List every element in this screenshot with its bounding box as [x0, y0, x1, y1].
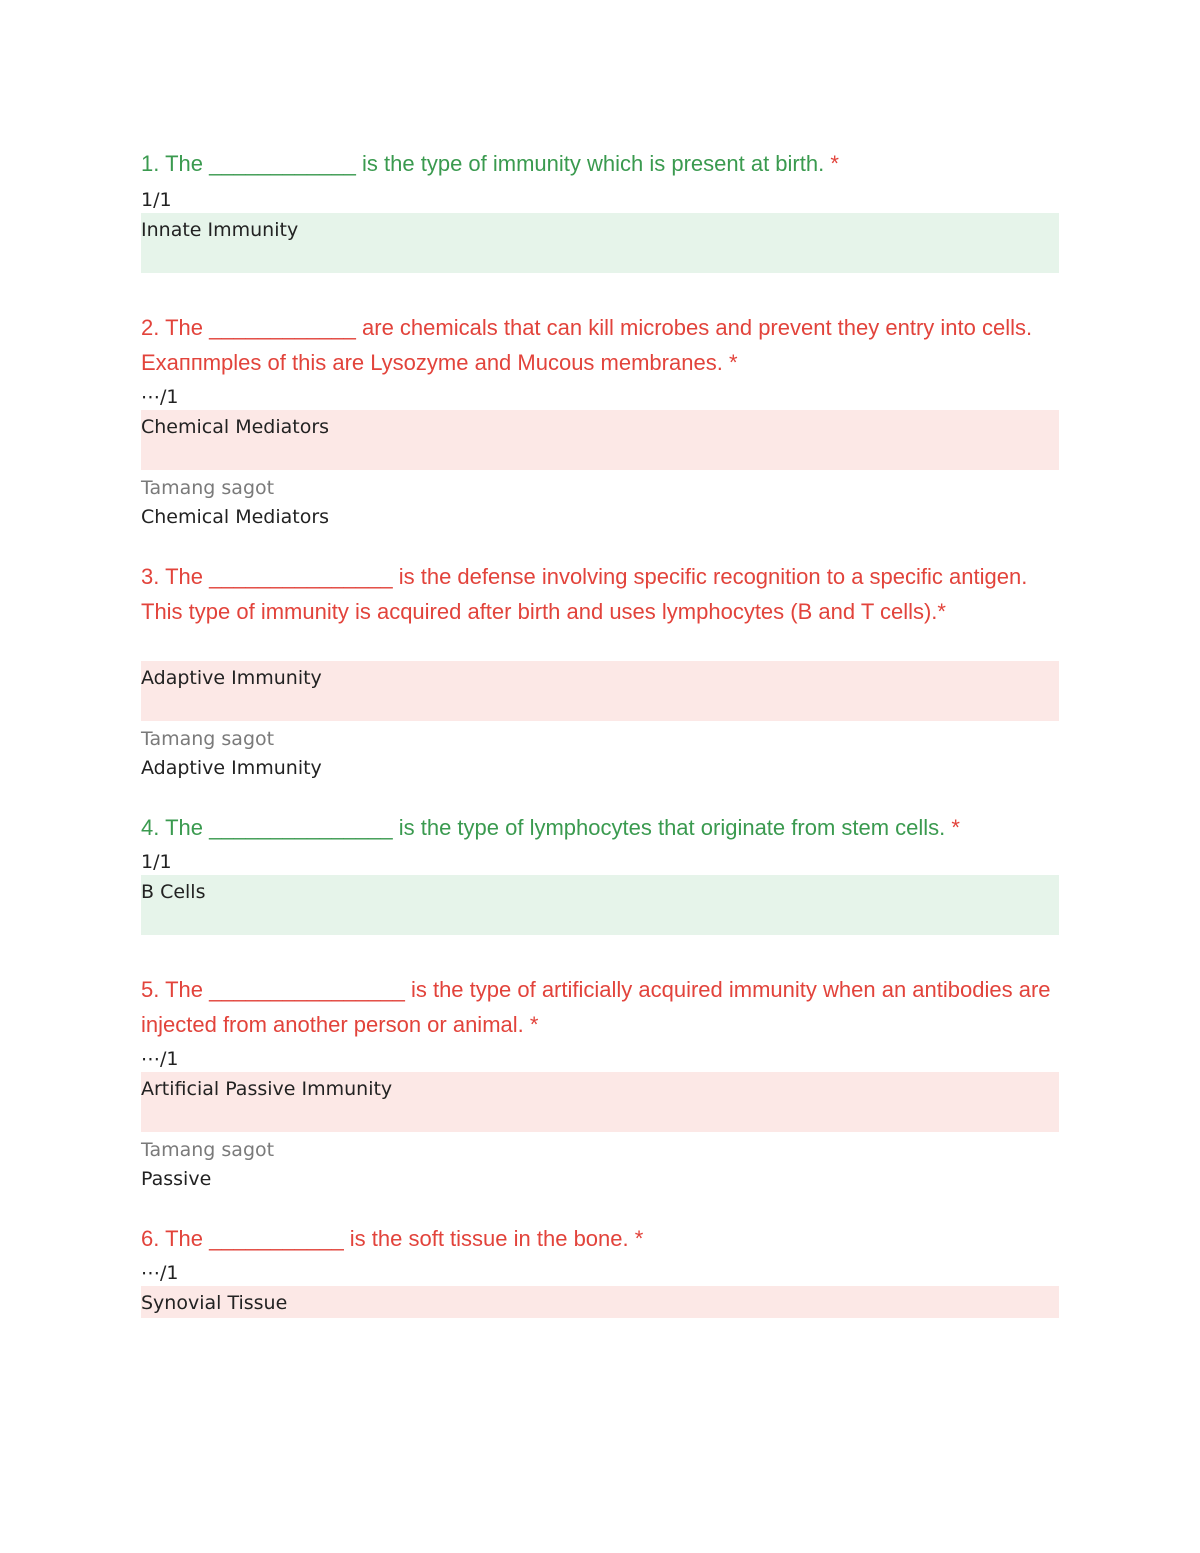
- correct-answer: Chemical Mediators: [141, 506, 330, 528]
- required-mark: *: [830, 151, 839, 176]
- correct-answer: Adaptive Immunity: [141, 757, 322, 779]
- question-block: [141, 146, 1059, 273]
- question-block: [141, 1221, 1059, 1318]
- required-mark: *: [529, 1012, 539, 1037]
- question-score: 1/1: [141, 851, 172, 873]
- required-mark: *: [951, 815, 960, 840]
- question-score: ⋯/1: [141, 386, 179, 408]
- required-mark: *: [634, 1226, 644, 1251]
- question-text: 6. The ___________ is the soft tissue in the bone. *: [141, 1226, 644, 1251]
- question-text: 5. The ________________ is the type of artificially acquired immunity when an antibodies are injected from another person or animal. *: [141, 977, 1051, 1037]
- answer-box: Synovial Tissue: [141, 1286, 1059, 1318]
- correct-answer-label: Tamang sagot: [141, 477, 275, 499]
- quiz-results: [141, 140, 1059, 1318]
- question-text: 4. The _______________ is the type of lymphocytes that originate from stem cells. *: [141, 815, 960, 840]
- question-text: 2. The ____________ are chemicals that can kill microbes and prevent they entry into cells. Exaппmples of this are Lysozyme and Mucous membranes. *: [141, 315, 1033, 375]
- required-mark: *: [937, 599, 946, 624]
- question-score: [141, 635, 1059, 661]
- question-block: [141, 559, 1059, 783]
- answer-box: Chemical Mediators: [141, 410, 1059, 470]
- correct-answer-label: Tamang sagot: [141, 1139, 275, 1161]
- correct-answer-label: Tamang sagot: [141, 728, 275, 750]
- question-text: 3. The _______________ is the defense involving specific recognition to a specific antigen. This type of immunity is acquired after birth and uses lymphocytes (B and T cells).*: [141, 564, 1028, 624]
- correct-answer: Passive: [141, 1168, 212, 1190]
- answer-box: Artificial Passive Immunity: [141, 1072, 1059, 1132]
- question-score: ⋯/1: [141, 1262, 179, 1284]
- question-block: [141, 810, 1059, 935]
- question-score: 1/1: [141, 189, 172, 211]
- answer-box: Innate Immunity: [141, 213, 1059, 273]
- question-text: 1. The ____________ is the type of immunity which is present at birth. *: [141, 151, 839, 176]
- required-mark: *: [728, 350, 738, 375]
- question-block: [141, 310, 1059, 532]
- answer-box: B Cells: [141, 875, 1059, 935]
- question-block: [141, 972, 1059, 1194]
- question-score: ⋯/1: [141, 1048, 179, 1070]
- answer-box: Adaptive Immunity: [141, 661, 1059, 721]
